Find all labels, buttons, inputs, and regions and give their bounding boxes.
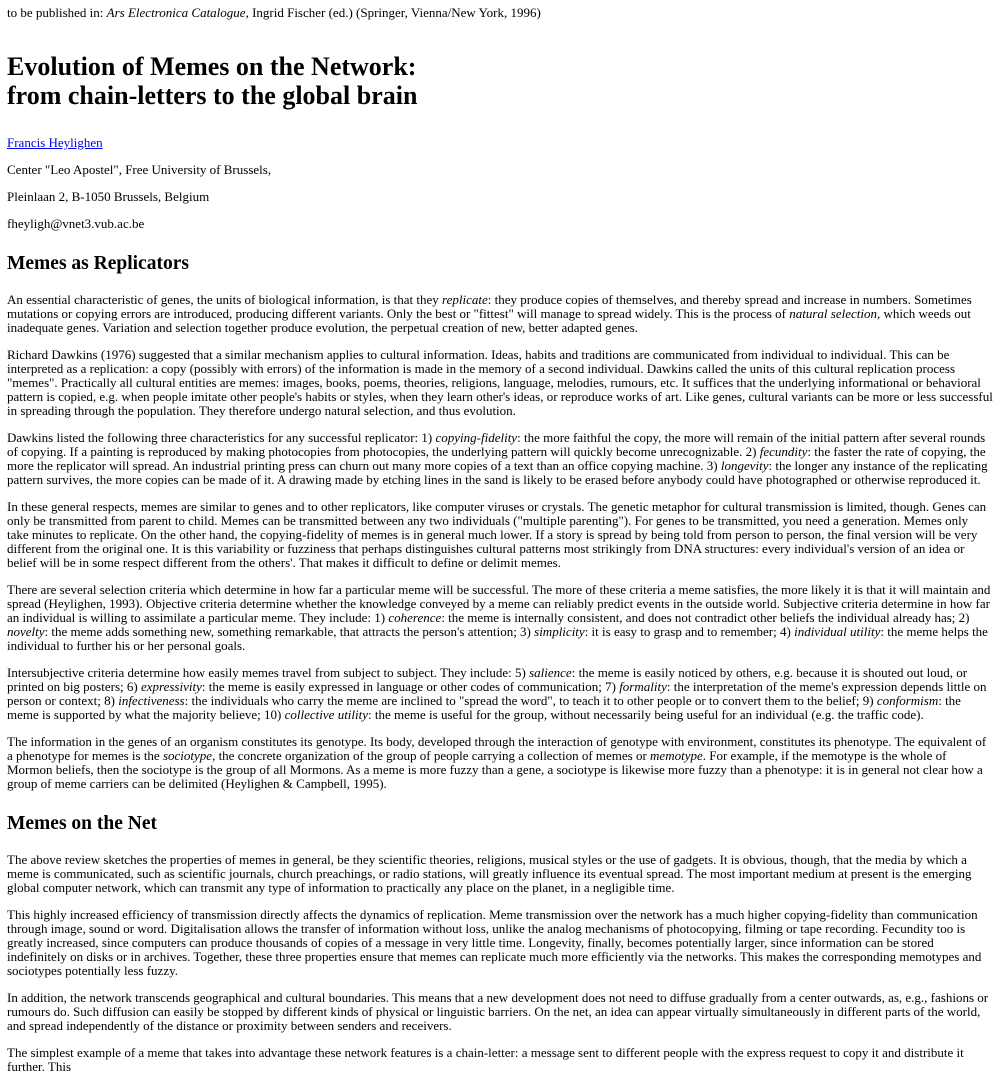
paragraph: In addition, the network transcends geographical and cultural boundaries. This means that a new development does not need to diffuse gradually from a center outwards, as, e.g., fashions or rumours do. Such diffusion can easily be stopped by different kinds of physical or linguistic barriers. On the net, an idea can appear virtually simultaneously in different parts of the world, and spread independently of the distance or proximity between senders and receivers.: [7, 990, 989, 1033]
section-heading-replicators: Memes as Replicators: [7, 253, 189, 274]
email: fheyligh@vnet3.vub.ac.be: [7, 216, 145, 231]
paragraph: The simplest example of a meme that takes into advantage these network features is a chain-letter: a message sent to different people with the express request to copy it and distribute it further. This: [7, 1045, 964, 1074]
address: Pleinlaan 2, B-1050 Brussels, Belgium: [7, 189, 210, 204]
paragraph: Dawkins listed the following three characteristics for any successful replicator: 1) copying-fidelity: the more faithful the copy, the more will remain of the initial pattern after several rounds of copying. If a painting is reproduced by making photocopies from photocopies, the underlying pattern will quickly become unrecognizable. 2) fecundity: the faster the rate of copying, the more the replicator will spread. An industrial printing press can churn out many more copies of a text than an office copying machine. 3) longevity: the longer any instance of the replicating pattern survives, the more copies can be made of it. A drawing made by etching lines in the sand is likely to be erased before anybody could have photographed or otherwise reproduced it.: [7, 430, 988, 487]
title-line-1: Evolution of Memes on the Network:: [7, 52, 417, 81]
paragraph: In these general respects, memes are similar to genes and to other replicators, like computer viruses or crystals. The genetic metaphor for cultural transmission is limited, though. Genes can only be transmitted from parent to child. Memes can be transmitted between any two individuals ("multiple parenting"). For genes to be transmitted, you need a generation. Memes only take minutes to replicate. On the other hand, the copying-fidelity of memes is in general much lower. If a story is spread by being told from person to person, the final version will be very different from the original one. It is this variability or fuzziness that perhaps distinguishes cultural patterns most strikingly from DNA structures: every individual's version of an idea or belief will be in some respect different from the others'. That makes it difficult to define or delimit memes.: [7, 499, 987, 570]
publication-title: Ars Electronica Catalogue: [106, 5, 246, 20]
paragraph: The above review sketches the properties of memes in general, be they scientific theories, religions, musical styles or the use of gadgets. It is obvious, though, that the media by which a meme is communicated, such as scientific journals, church preachings, or radio stations, will greatly influence its eventual spread. The most important medium at present is the emerging global computer network, which can transmit any type of information to practically any place on the planet, in a negligible time.: [7, 852, 972, 895]
paragraph: An essential characteristic of genes, the units of biological information, is that they replicate: they produce copies of themselves, and thereby spread and increase in numbers. Sometimes mutations or copying errors are introduced, producing different variants. Only the best or "fittest" will manage to spread widely. This is the process of natural selection, which weeds out inadequate genes. Variation and selection together produce evolution, the perpetual creation of new, better adapted genes.: [7, 292, 972, 335]
paragraph: Richard Dawkins (1976) suggested that a similar mechanism applies to cultural information. Ideas, habits and traditions are communicated from individual to individual. This can be interpreted as a replication: a copy (possibly with errors) of the information is made in the memory of a second individual. Dawkins called the units of this cultural replication process "memes". Practically all cultural entities are memes: images, books, poems, theories, religions, language, melodies, rumours, etc. It suffices that the underlying informational or behavioral pattern is copied, e.g. when people imitate other people's habits or styles, when they learn other's ideas, or reproduce works of art. Like genes, cultural variants can be more or less successful in spreading through the population. They therefore undergo natural selection, and thus evolution.: [7, 347, 993, 418]
author-line: [7, 136, 993, 150]
paragraph: The information in the genes of an organism constitutes its genotype. Its body, developed through the interaction of genotype with environment, constitutes its phenotype. The equivalent of a phenotype for memes is the sociotype, the concrete organization of the group of people carrying a collection of memes or memotype. For example, if the memotype is the whole of Mormon beliefs, then the sociotype is the group of all Mormons. As a meme is more fuzzy than a gene, a sociotype is likewise more fuzzy than a phenotype: it is in general not clear how a group of meme carriers can be delimited (Heylighen & Campbell, 1995).: [7, 734, 987, 791]
section-net-body: [7, 853, 993, 1074]
publication-note: [7, 6, 993, 20]
section-replicators-body: [7, 293, 993, 791]
author-link[interactable]: Francis Heylighen: [7, 135, 103, 150]
affiliation: Center "Leo Apostel", Free University of Brussels,: [7, 162, 272, 177]
paragraph: There are several selection criteria which determine in how far a particular meme will be successful. The more of these criteria a meme satisfies, the more likely it is that it will maintain and spread (Heylighen, 1993). Objective criteria determine whether the knowledge conveyed by a meme can reliably predict events in the outside world. Subjective criteria determine in how far an individual is willing to assimilate a particular meme. They include: 1) coherence: the meme is internally consistent, and does not contradict other beliefs the individual already has; 2) novelty: the meme adds something new, something remarkable, that attracts the person's attention; 3) simplicity: it is easy to grasp and to remember; 4) individual utility: the meme helps the individual to further his or her personal goals.: [7, 582, 991, 653]
paragraph: This highly increased efficiency of transmission directly affects the dynamics of replication. Meme transmission over the network has a much higher copying-fidelity than communication through image, sound or word. Digitalisation allows the transfer of information without loss, unlike the analog mechanisms of photocopying, filming or tape recording. Fecundity too is greatly increased, since computers can produce thousands of copies of a message in very little time. Longevity, finally, becomes potentially larger, since information can be stored indefinitely on disks or in archives. Together, these three properties ensure that memes can replicate much more efficiently via the networks. This makes the corresponding memotypes and sociotypes potentially less fuzzy.: [7, 907, 982, 978]
title-line-2: from chain-letters to the global brain: [7, 81, 418, 110]
publication-prefix: to be published in:: [7, 5, 107, 20]
page-title: [7, 52, 993, 110]
publication-suffix: , Ingrid Fischer (ed.) (Springer, Vienna/New York, 1996): [245, 5, 541, 20]
section-heading-net: Memes on the Net: [7, 813, 157, 834]
paragraph: Intersubjective criteria determine how easily memes travel from subject to subject. They include: 5) salience: the meme is easily noticed by others, e.g. because it is shouted out loud, or printed on big posters; 6) expressivity: the meme is easily expressed in language or other codes of communication; 7) formality: the interpretation of the meme's expression depends little on person or context; 8) infectiveness: the individuals who carry the meme are inclined to "spread the word", to teach it to other people or to convert them to the belief; 9) conformism: the meme is supported by what the majority believe; 10) collective utility: the meme is useful for the group, without necessarily being useful for an individual (e.g. the traffic code).: [7, 665, 987, 722]
